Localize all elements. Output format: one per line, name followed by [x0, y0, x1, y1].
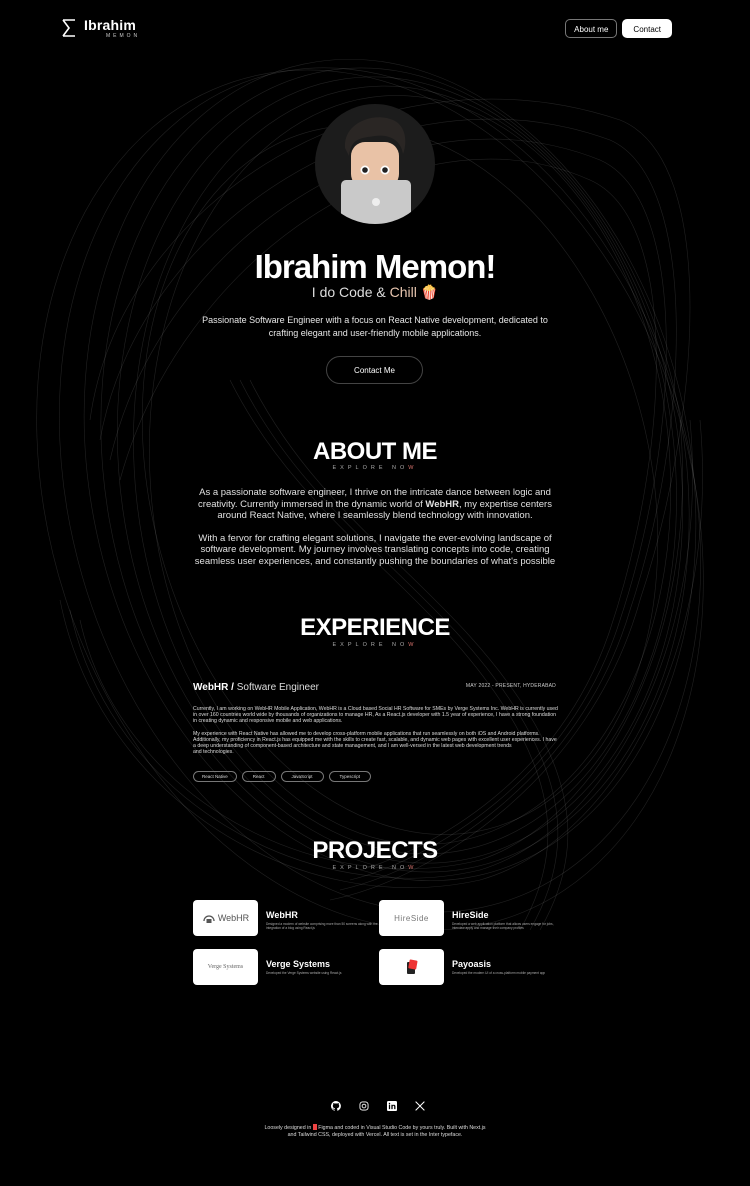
brand-mark-icon: [62, 19, 76, 37]
hero-title: Ibrahim Memon!: [254, 248, 496, 285]
skill-tag: JavaScript: [281, 771, 324, 782]
hero-subtitle-text: I do Code &: [311, 284, 390, 300]
hero-description: Passionate Software Engineer with a focus on React Native development, dedicated to crafting elegant and user-friendly mobile applications.: [202, 315, 548, 338]
payoasis-logo: [379, 949, 444, 985]
about-p1-b: , my expertise centers around React Native, where I seamlessly blend technology with innovation.: [217, 498, 552, 521]
experience-paragraph-1: Currently, I am working on WebHR Mobile Application, WebHR is a Cloud based Social HR Software for SMEs by Verge Systems Inc. WebHR is currently used in over 160 countries world wide by thousands of organizations to manage HR, As a React.js developer with 1.5 year of experience, I have a strong foundation in creating dynamic and responsive mobile and web applications.: [193, 706, 558, 725]
explore-text-tail: W: [408, 865, 418, 871]
about-p1-bold: WebHR: [425, 498, 460, 510]
github-icon[interactable]: [330, 1100, 341, 1111]
contact-button[interactable]: Contact: [622, 19, 672, 38]
experience-role: Software Engineer: [233, 682, 319, 693]
avatar: [315, 104, 435, 224]
experience-title: EXPERIENCE: [300, 614, 450, 641]
experience-explore-label: [0, 642, 750, 648]
about-p1-a: As a passionate software engineer, I thrive on the intricate dance between logic and creativity. Currently immersed in the dynamic world of: [198, 487, 551, 510]
webhr-logo-text: WebHR: [217, 913, 250, 923]
projects-explore-label: [0, 865, 750, 871]
footer-line1-b: Figma and coded in Visual Studio Code by yours truly. Built with Next.js: [316, 1125, 486, 1131]
project-description: Developed the modern UI of a cross-platform mobile payment app: [452, 971, 546, 975]
explore-text-tail: W: [408, 642, 418, 648]
explore-text: EXPLORE NO: [332, 642, 409, 648]
verge-logo-text: Verge Systems: [207, 964, 244, 970]
hero-subtitle-highlight: Chill: [389, 284, 417, 300]
hireside-logo: [379, 900, 444, 936]
instagram-icon[interactable]: [358, 1100, 369, 1111]
memoji-avatar-icon: [315, 104, 435, 224]
experience-description: [193, 706, 559, 755]
about-paragraph-2: With a fervor for crafting elegant solutions, I navigate the ever-evolving landscape of software development. My journey involves translating concepts into code, creating seamless user experiences, and constantly pushing the boundaries of what's possible: [194, 532, 556, 567]
experience-paragraph-2: [193, 731, 559, 756]
social-links: [330, 1100, 425, 1111]
about-explore-label: [0, 465, 750, 471]
project-name: Verge Systems: [266, 959, 331, 969]
explore-text: EXPLORE NO: [332, 865, 409, 871]
skill-tag: Typescript: [329, 771, 372, 782]
linkedin-icon[interactable]: [386, 1100, 397, 1111]
webhr-logo: [193, 900, 258, 936]
project-card-payoasis[interactable]: [379, 949, 564, 985]
explore-text-tail: W: [408, 465, 418, 471]
explore-text: EXPLORE NO: [332, 465, 409, 471]
project-description: Developed the Verge Systems website using React.js: [266, 971, 342, 975]
payoasis-logo-icon: [406, 959, 418, 975]
skill-tag: React: [242, 771, 276, 782]
project-card-webhr[interactable]: [193, 900, 378, 936]
popcorn-icon: 🍿: [420, 284, 439, 300]
projects-title: PROJECTS: [312, 837, 438, 864]
top-nav: [565, 19, 672, 38]
experience-p2-text: My experience with React Native has allowed me to develop cross-platform mobile applications that run seamlessly on both iOS and Android platforms. Additionally, my proficiency in React.js has equipped me with the skills to create fast, scalable, and dynamic web pages with excellent user experiences. I have a deep understanding of component-based architecture and state management, and I am well-versed in the latest web development trends: [193, 730, 557, 750]
brand-name: Ibrahim: [84, 16, 136, 33]
brand-subtitle: MEMON: [106, 32, 141, 39]
skill-tags: [193, 771, 371, 782]
about-text: [190, 487, 560, 567]
about-me-button[interactable]: About me: [565, 19, 617, 38]
footer-credits: [240, 1124, 510, 1139]
hireside-logo-text: HireSide: [394, 913, 429, 923]
footer-line2: and Tailwind CSS, deployed with Vercel. All text is set in the Inter typeface.: [287, 1132, 463, 1138]
experience-header: [193, 677, 556, 695]
project-card-verge-systems[interactable]: [193, 949, 378, 985]
site-header: [62, 18, 672, 38]
skill-tag: React Native: [193, 771, 237, 782]
footer-line1-a: Loosely designed in: [264, 1125, 313, 1131]
experience-p2-tail: and technologies.: [193, 749, 234, 756]
contact-me-button[interactable]: Contact Me: [326, 356, 423, 384]
brand-logo[interactable]: [62, 18, 140, 39]
verge-systems-logo: [193, 949, 258, 985]
project-card-hireside[interactable]: [379, 900, 564, 936]
about-paragraph-1: [190, 487, 560, 522]
x-twitter-icon[interactable]: [414, 1100, 425, 1111]
about-title: ABOUT ME: [313, 438, 437, 465]
experience-position: [193, 677, 319, 695]
webhr-logo-icon: [202, 912, 216, 924]
experience-date: MAY 2022 - PRESENT, HYDERABAD: [465, 683, 556, 689]
experience-company: WebHR /: [193, 682, 234, 693]
project-name: Payoasis: [452, 959, 492, 969]
project-description: Developed a web application platform that allows users engage for jobs, interview apply and manage their company profiles: [452, 922, 554, 930]
project-name: HireSide: [452, 910, 489, 920]
hero-subtitle: [0, 284, 750, 301]
project-name: WebHR: [266, 910, 298, 920]
project-description: Designed a modern of website comprising more than 50 screens along with the integration of a blog using React.js: [266, 922, 378, 930]
